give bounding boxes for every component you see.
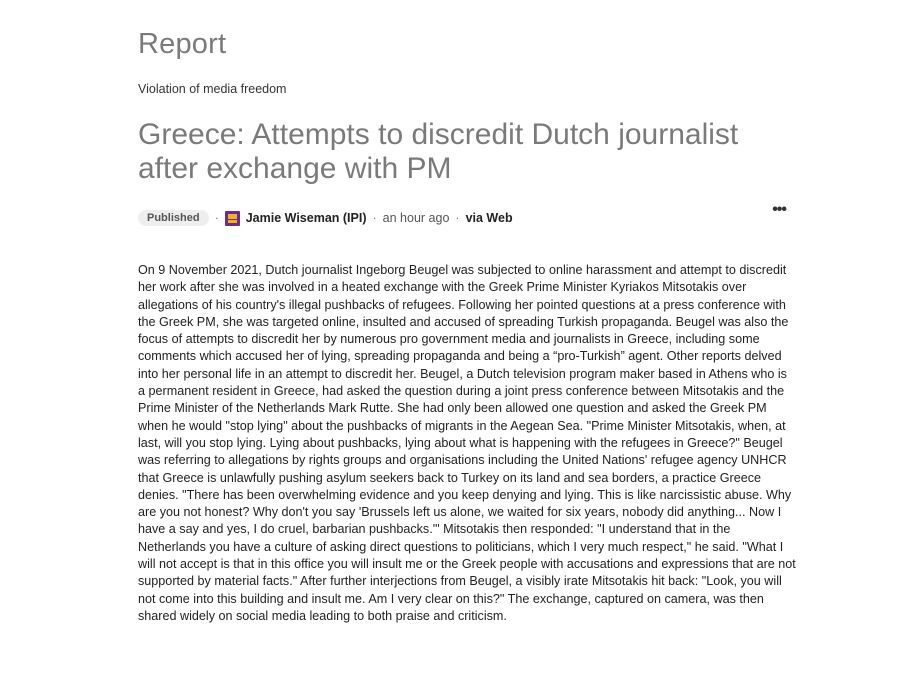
author-name[interactable]: Jamie Wiseman (IPI)	[245, 211, 367, 225]
more-options-icon[interactable]: •••	[772, 201, 786, 218]
headline: Greece: Attempts to discredit Dutch journalist after exchange with PM	[138, 118, 739, 185]
meta-separator: ·	[372, 211, 377, 225]
category-label: Violation of media freedom	[138, 82, 287, 96]
status-badge: Published	[138, 210, 209, 226]
meta-separator: ·	[214, 211, 219, 225]
report-body: On 9 November 2021, Dutch journalist Ingeborg Beugel was subjected to online harassment and attempt to discredit her work after she was involved in a heated exchange with the Greek Prime Minister Kyriakos Mitsotakis over allegations of his country's illegal pushbacks of refugees. Following her pointed questions at a press conference with the Greek PM, she was targeted online, insulted and accused of spreading Turkish propaganda. Beugel was also the focus of attempts to discredit her by numerous pro government media and journalists in Greece, including some comments which accused her of lying, spreading propaganda and being a “pro-Turkish” agent. Other reports delved into her personal life in an attempt to discredit her. Beugel, a Dutch television program maker based in Athens who is a permanent resident in Greece, had asked the question during a joint press conference between Mitsotakis and the Prime Minister of the Netherlands Mark Rutte. She had only been allowed one question and asked the Greek PM when he would "stop lying" about the pushbacks of migrants in the Aegean Sea. "Prime Minister Mitsotakis, when, at last, will you stop lying. Lying about pushbacks, lying about what is happening with the refugees in Greece?" Beugel was referring to allegations by rights groups and organisations including the United Nations' refugee agency UNHCR that Greece is unlawfully pushing asylum seekers back to Turkey on its land and sea borders, a practice Greece denies. "There has been overwhelming evidence and you keep denying and lying. This is like narcissistic abuse. Why are you not honest? Why don't you say 'Brussels left us alone, we waited for six years, nobody did anything... Now I have a say and yes, I do cruel, barbarian pushbacks.'" Mitsotakis then responded: "I understand that in the Netherlands you have a culture of asking direct questions to politicians, which I very much respect," he said. "What I will not accept is that in this office you will insult me or the Greek people with accusations and expressions that are not supported by material facts." After further interjections from Beugel, a visibly irate Mitsotakis hit back: "Look, you will not come into this building and insult me. Am I very clear on this?" The exchange, captured on camera, was then shared widely on social media leading to both praise and criticism.	[138, 263, 796, 623]
source-label: via Web	[465, 211, 513, 225]
doc-type-heading: Report	[138, 28, 227, 60]
meta-bar	[138, 201, 798, 229]
ipi-logo-icon	[225, 211, 240, 226]
meta-separator: ·	[455, 211, 460, 225]
timestamp: an hour ago	[382, 211, 450, 225]
